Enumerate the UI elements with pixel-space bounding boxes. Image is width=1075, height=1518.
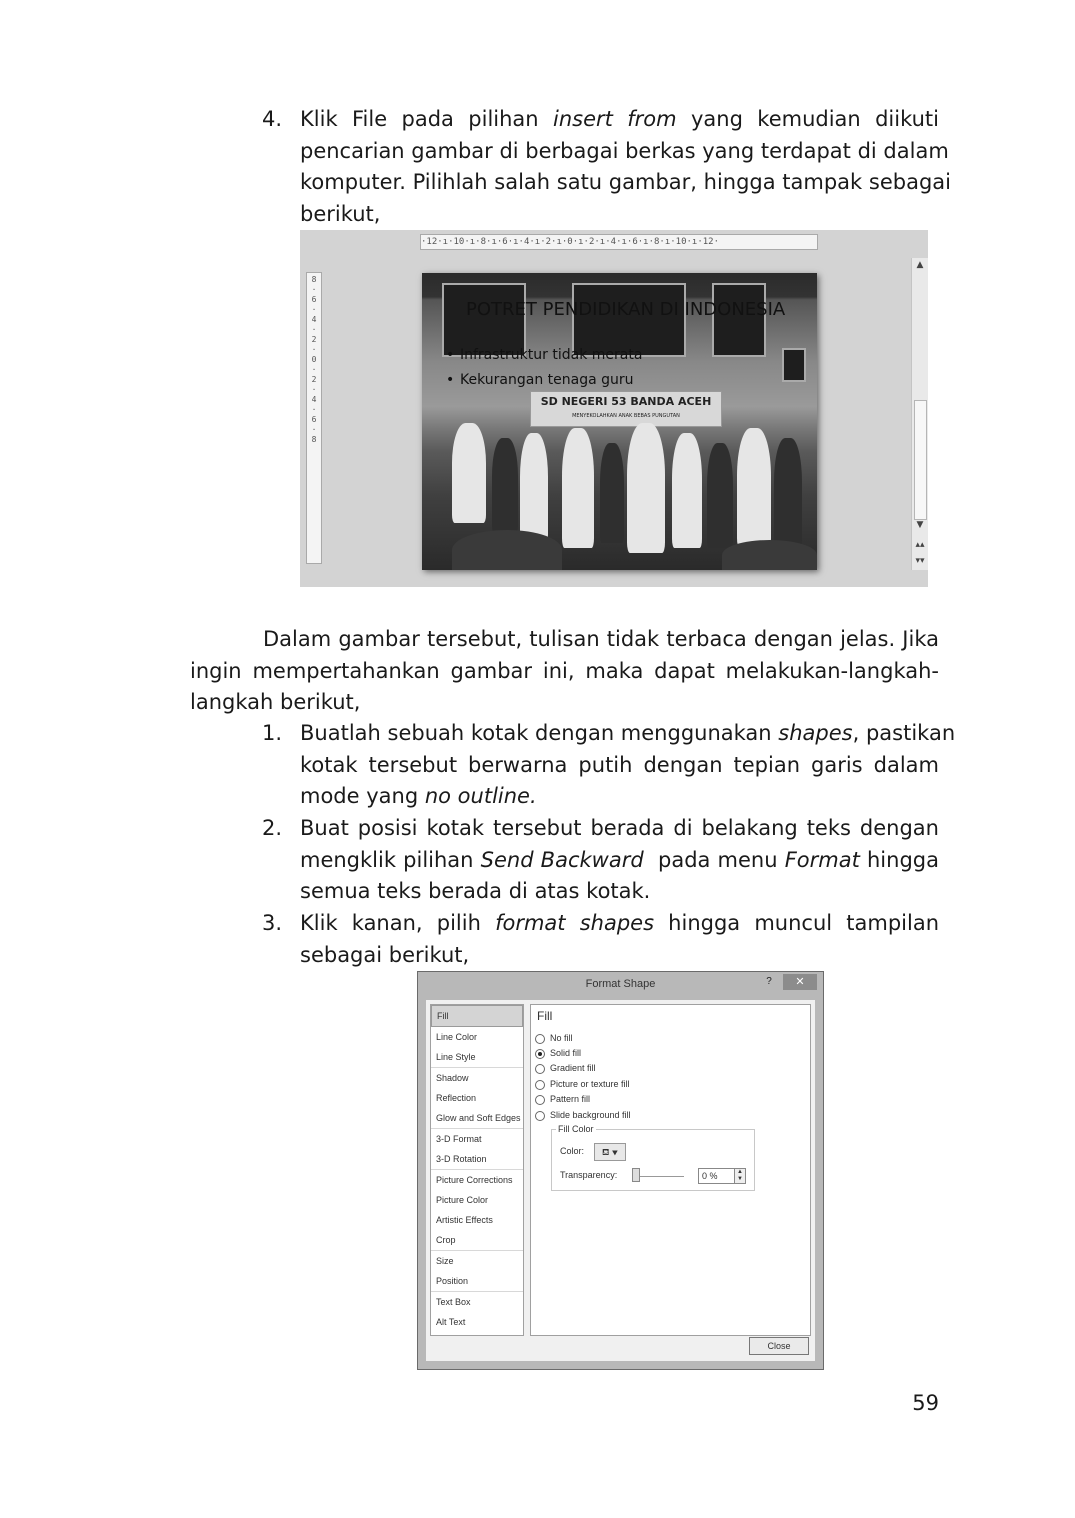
radio-icon[interactable] — [535, 1111, 545, 1121]
photo-plant — [452, 530, 562, 570]
radio-selected-icon[interactable] — [535, 1049, 545, 1059]
nav-group — [431, 1251, 523, 1292]
text-line: Buat posisi kotak tersebut berada di belakang teks dengan — [300, 816, 939, 840]
nav-item-size[interactable]: Size — [436, 1256, 454, 1266]
color-label: Color: — [560, 1146, 585, 1156]
step-3-text — [300, 908, 939, 971]
photo-window — [782, 348, 806, 382]
nav-item-line-color[interactable]: Line Color — [436, 1032, 478, 1042]
text-line — [300, 104, 939, 136]
text-span: Buatlah sebuah kotak dengan menggunakan — [300, 721, 779, 745]
next-slide-icon[interactable]: ▾▾ — [915, 556, 925, 566]
text-line: kotak tersebut berwarna putih dengan tepian garis dalam — [300, 752, 939, 777]
transparency-label: Transparency: — [560, 1170, 618, 1180]
text-span: Klik File pada pilihan — [300, 107, 553, 131]
panel-heading: Fill — [537, 1009, 553, 1023]
vertical-ruler — [306, 272, 322, 564]
photo-figure — [627, 423, 665, 553]
nav-group — [431, 1292, 523, 1332]
transparency-input[interactable]: 0 % — [698, 1168, 737, 1184]
intro-paragraph — [190, 624, 939, 719]
page-number: 59 — [912, 1391, 939, 1415]
text-line — [300, 845, 939, 877]
radio-label: Solid fill — [550, 1048, 582, 1058]
radio-label: Gradient fill — [550, 1063, 596, 1073]
radio-no-fill[interactable] — [535, 1033, 573, 1044]
fill-color-group — [551, 1124, 755, 1191]
text-line: komputer. Pilihlah salah satu gambar, hingga tampak sebagai — [300, 170, 951, 194]
radio-label: No fill — [550, 1033, 573, 1043]
photo-figure — [600, 443, 624, 543]
emphasis-format-shapes: format shapes — [495, 911, 655, 935]
dialog-body — [426, 1000, 815, 1361]
text-line: pencarian gambar di berbagai berkas yang terdapat di dalam — [300, 138, 949, 163]
radio-label: Picture or texture fill — [550, 1079, 630, 1089]
horizontal-ruler: ·12·ı·10·ı·8·ı·6·ı·4·ı·2·ı·0·ı·2·ı·4·ı·6·ı·8·ı·10·ı·12· — [420, 234, 818, 250]
text-span: , pastikan — [852, 721, 956, 745]
radio-pattern-fill[interactable] — [535, 1094, 590, 1105]
fill-color-label: Fill Color — [558, 1124, 594, 1134]
emphasis-send-backward: Send Backward — [480, 847, 644, 872]
nav-group — [431, 1068, 523, 1129]
text-span: mode yang — [300, 784, 425, 808]
nav-item-position[interactable]: Position — [436, 1276, 469, 1286]
photo-figure — [452, 423, 486, 523]
banner-subtext: MENYEKOLAHKAN ANAK BEBAS PUNGUTAN — [572, 413, 680, 419]
scroll-down-icon[interactable]: ▼ — [916, 520, 924, 530]
prev-slide-icon[interactable]: ▴▴ — [915, 540, 925, 550]
radio-label: Slide background fill — [550, 1110, 631, 1120]
nav-item-3d-rotation[interactable]: 3-D Rotation — [436, 1154, 487, 1164]
slide-bullet: • Infrastruktur tidak merata — [446, 343, 642, 368]
radio-gradient-fill[interactable] — [535, 1063, 596, 1074]
text-span: pada menu — [643, 847, 785, 872]
nav-item-picture-color[interactable]: Picture Color — [436, 1195, 489, 1205]
photo-figure — [520, 433, 548, 543]
list-number-4: 4. — [262, 107, 283, 131]
banner-text: SD NEGERI 53 BANDA ACEH — [540, 395, 712, 408]
close-icon[interactable]: ✕ — [783, 974, 817, 990]
step-4-text — [300, 104, 951, 230]
text-span: hingga muncul tampilan — [654, 911, 940, 935]
scrollbar-thumb[interactable] — [914, 400, 927, 520]
slide-canvas[interactable] — [422, 273, 817, 570]
photo-figure — [707, 443, 733, 548]
nav-item-fill[interactable]: Fill — [431, 1005, 523, 1027]
radio-picture-fill[interactable] — [535, 1079, 630, 1090]
radio-label: Pattern fill — [550, 1094, 591, 1104]
scroll-up-icon[interactable]: ▲ — [916, 260, 924, 270]
vertical-ruler-labels: 8 · 6 · 4 · 2 · 0 · 2 · 4 · 6 · 8 — [311, 275, 317, 444]
vertical-scrollbar[interactable] — [911, 258, 928, 570]
step-1-text — [300, 718, 956, 813]
step-2-text — [300, 813, 939, 908]
nav-item-crop[interactable]: Crop — [436, 1235, 456, 1245]
help-icon[interactable]: ? — [766, 976, 772, 987]
nav-item-text-box[interactable]: Text Box — [436, 1297, 471, 1307]
transparency-slider-thumb[interactable] — [632, 1168, 640, 1182]
slide-bullet: • Kekurangan tenaga guru — [446, 368, 642, 393]
nav-group — [431, 1129, 523, 1170]
text-span: yang kemudian diikuti — [676, 107, 939, 131]
text-line — [300, 781, 939, 813]
slide-bullets[interactable] — [446, 343, 642, 393]
school-banner — [530, 391, 722, 427]
photo-figure — [492, 438, 518, 533]
color-picker-button[interactable] — [594, 1143, 626, 1161]
spin-down-icon[interactable]: ▼ — [737, 1176, 743, 1182]
text-line — [300, 718, 956, 750]
radio-icon[interactable] — [535, 1080, 545, 1090]
emphasis-format: Format — [784, 847, 860, 872]
nav-group — [431, 1005, 523, 1068]
radio-icon[interactable] — [535, 1034, 545, 1044]
text-line — [300, 908, 939, 940]
spin-up-icon[interactable]: ▲ — [737, 1169, 743, 1175]
photo-window — [712, 283, 766, 357]
nav-item-shadow[interactable]: Shadow — [436, 1073, 469, 1083]
photo-figure — [737, 428, 771, 548]
list-number-1: 1. — [262, 721, 283, 745]
text-line: semua teks berada di atas kotak. — [300, 879, 651, 903]
radio-slide-background-fill[interactable] — [535, 1110, 631, 1121]
photo-figure — [672, 433, 702, 548]
text-line: ingin mempertahankan gambar ini, maka dapat melakukan-langkah- — [190, 658, 939, 683]
radio-solid-fill[interactable] — [535, 1048, 581, 1059]
nav-group — [431, 1170, 523, 1251]
format-shape-dialog — [417, 971, 824, 1370]
text-line: sebagai berikut, — [300, 942, 470, 967]
paint-bucket-icon: ⛾ — [602, 1147, 610, 1157]
nav-item-alt-text[interactable]: Alt Text — [436, 1317, 466, 1327]
list-number-2: 2. — [262, 816, 283, 840]
nav-item-line-style[interactable]: Line Style — [436, 1052, 476, 1062]
close-button[interactable]: Close — [749, 1337, 809, 1355]
transparency-spinner[interactable] — [734, 1168, 746, 1184]
text-line: berikut, — [300, 201, 381, 226]
radio-icon[interactable] — [535, 1095, 545, 1105]
photo-plant — [722, 540, 817, 570]
chevron-down-icon: ▾ — [611, 1147, 618, 1157]
nav-item-3d-format[interactable]: 3-D Format — [436, 1134, 482, 1144]
photo-figure — [774, 438, 802, 548]
emphasis-no-outline: no outline. — [424, 784, 537, 808]
list-number-3: 3. — [262, 911, 283, 935]
emphasis-shapes: shapes — [778, 721, 853, 745]
photo-figure — [562, 428, 594, 548]
nav-item-picture-corrections[interactable]: Picture Corrections — [436, 1175, 513, 1185]
emphasis-insert-from: insert from — [552, 107, 677, 131]
text-line: langkah berikut, — [190, 690, 361, 714]
text-span: hingga — [859, 847, 939, 872]
radio-icon[interactable] — [535, 1064, 545, 1074]
text-span: Klik kanan, pilih — [300, 911, 496, 935]
category-nav — [430, 1004, 524, 1336]
text-line: Dalam gambar tersebut, tulisan tidak terbaca dengan jelas. Jika — [263, 627, 939, 651]
fill-panel — [530, 1004, 811, 1336]
nav-item-artistic-effects[interactable]: Artistic Effects — [436, 1215, 493, 1225]
nav-item-reflection[interactable]: Reflection — [436, 1093, 477, 1103]
dialog-title: Format Shape — [585, 978, 656, 990]
nav-item-glow[interactable]: Glow and Soft Edges — [436, 1113, 521, 1123]
slide-title[interactable]: POTRET PENDIDIKAN DI INDONESIA — [466, 299, 786, 320]
slide-editor-screenshot — [300, 230, 928, 587]
text-span: mengklik pilihan — [300, 847, 481, 872]
